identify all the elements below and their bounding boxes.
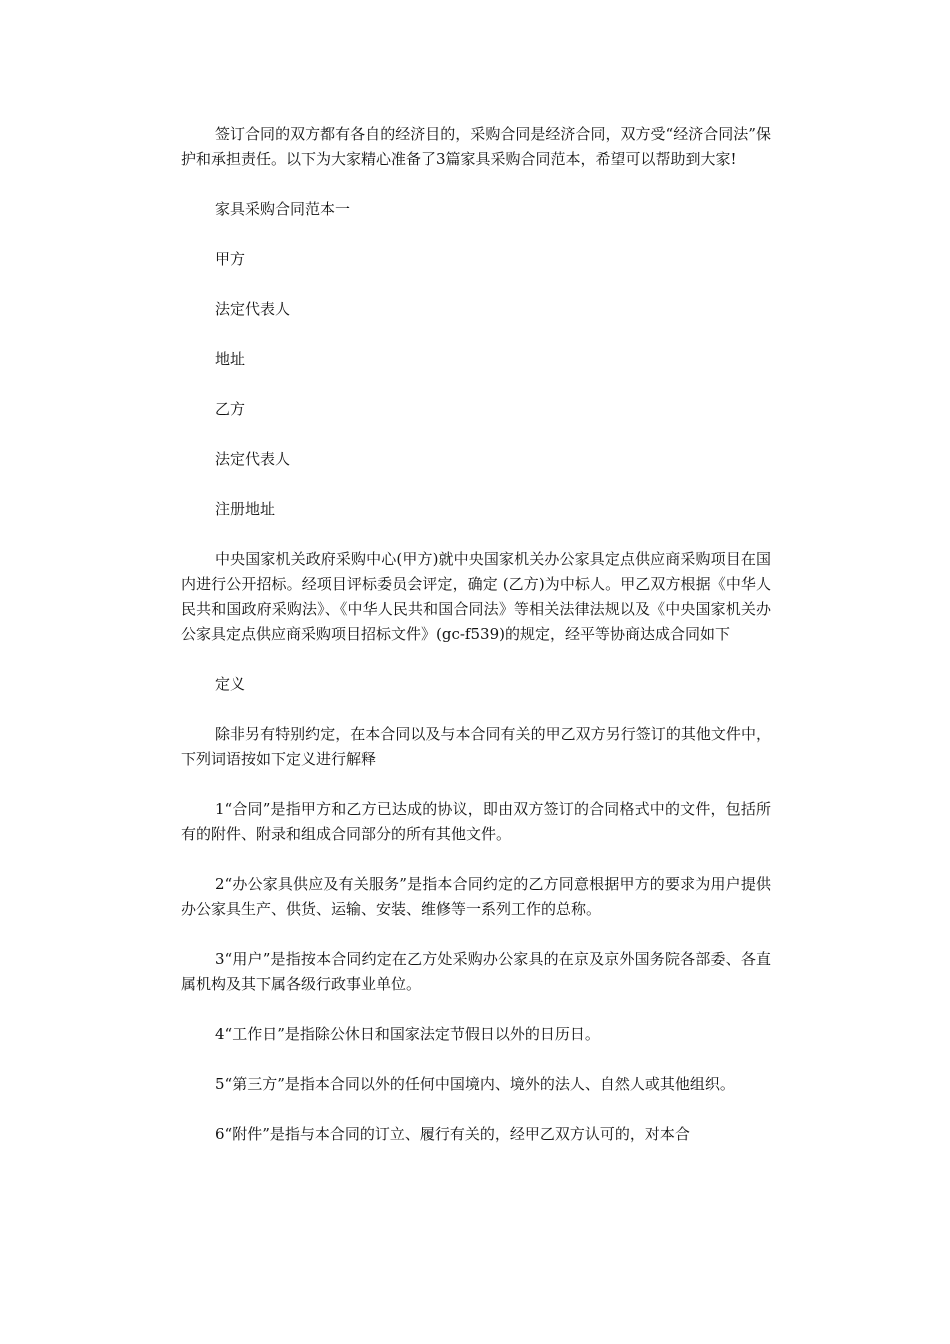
party-a-label: 甲方 [215, 250, 246, 268]
document-body [181, 122, 771, 1172]
intro-paragraph: 签订合同的双方都有各自的经济目的，采购合同是经济合同，双方受“经济合同法”保护和承担责任。以下为大家精心准备了3篇家具采购合同范本，希望可以帮助到大家! [181, 125, 771, 168]
definition-item: 3“用户”是指按本合同约定在乙方处采购办公家具的在京及京外国务院各部委、各直属机构及其下属各级行政事业单位。 [181, 950, 771, 993]
definition-item: 2“办公家具供应及有关服务”是指本合同约定的乙方同意根据甲方的要求为用户提供办公家具生产、供货、运输、安装、维修等一系列工作的总称。 [181, 875, 771, 918]
definition-item: 1“合同”是指甲方和乙方已达成的协议，即由双方签订的合同格式中的文件，包括所有的附件、附录和组成合同部分的所有其他文件。 [181, 800, 771, 843]
contract-title: 家具采购合同范本一 [215, 200, 351, 218]
party-b-label: 乙方 [215, 400, 246, 418]
definition-item: 6“附件”是指与本合同的订立、履行有关的，经甲乙双方认可的，对本合 [215, 1125, 690, 1143]
party-a-legal-rep-label: 法定代表人 [215, 300, 291, 318]
definitions-heading: 定义 [215, 675, 246, 693]
definition-item: 4“工作日”是指除公休日和国家法定节假日以外的日历日。 [215, 1025, 600, 1043]
definition-item: 5“第三方”是指本合同以外的任何中国境内、境外的法人、自然人或其他组织。 [215, 1075, 735, 1093]
party-a-address-label: 地址 [215, 350, 246, 368]
party-b-registered-address-label: 注册地址 [215, 500, 276, 518]
preamble-paragraph: 中央国家机关政府采购中心(甲方)就中央国家机关办公家具定点供应商采购项目在国内进行公开招标。经项目评标委员会评定，确定 (乙方)为中标人。甲乙双方根据《中华人民共和国政府采购法》、《中华人民共和国合同法》等相关法律法规以及《中央国家机关办公家具定点供应商采购项目招标文件》(gc-f539)的规定，经平等协商达成合同如下 [181, 550, 771, 643]
party-b-legal-rep-label: 法定代表人 [215, 450, 291, 468]
definitions-intro: 除非另有特别约定，在本合同以及与本合同有关的甲乙双方另行签订的其他文件中，下列词语按如下定义进行解释 [181, 725, 771, 768]
